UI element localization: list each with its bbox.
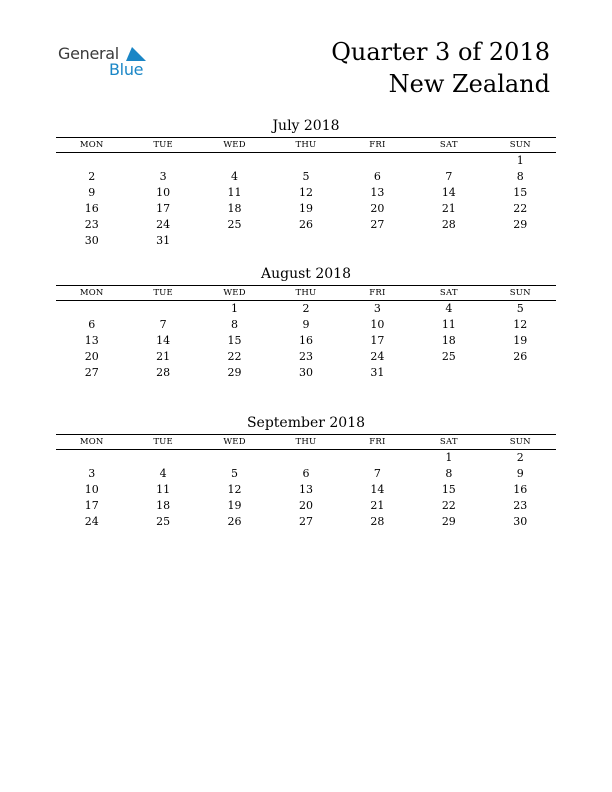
day-cell: 3 — [159, 170, 167, 183]
day-cell: 23 — [84, 218, 99, 231]
weeks — [56, 153, 556, 249]
day-cell: 27 — [298, 515, 313, 528]
weekday-fri: FRI — [369, 140, 386, 150]
day-cell: 25 — [441, 350, 456, 363]
day-cell: 11 — [441, 318, 456, 331]
day-cell: 11 — [227, 186, 242, 199]
day-cell: 1 — [516, 154, 524, 167]
day-cell: 21 — [441, 202, 456, 215]
weekday-tue: TUE — [153, 437, 173, 447]
day-cell — [270, 153, 341, 169]
day-cell: 29 — [441, 515, 456, 528]
day-cell — [199, 233, 270, 249]
day-cell: 25 — [227, 218, 242, 231]
day-cell: 19 — [227, 499, 242, 512]
day-cell: 23 — [298, 350, 313, 363]
day-cell: 12 — [298, 186, 313, 199]
weeks — [56, 450, 556, 530]
weekday-sat: SAT — [439, 437, 458, 447]
day-cell — [413, 365, 484, 381]
day-cell: 29 — [227, 366, 242, 379]
day-cell — [413, 153, 484, 169]
day-cell: 15 — [227, 334, 242, 347]
day-cell: 22 — [227, 350, 242, 363]
week-row — [56, 466, 556, 482]
day-cell: 15 — [441, 483, 456, 496]
logo-general-text: General — [58, 44, 119, 63]
day-cell: 8 — [516, 170, 524, 183]
day-cell — [485, 365, 556, 381]
day-cell — [127, 153, 198, 169]
page-title — [331, 36, 550, 100]
logo-triangle-icon — [126, 47, 146, 61]
day-cell: 7 — [159, 318, 167, 331]
month-title: July 2018 — [272, 118, 340, 134]
day-cell — [413, 233, 484, 249]
day-cell: 14 — [441, 186, 456, 199]
weekday-thu: THU — [295, 437, 317, 447]
weekday-wed: WED — [223, 437, 246, 447]
weekday-sun: SUN — [509, 437, 531, 447]
week-row — [56, 317, 556, 333]
week-row — [56, 201, 556, 217]
day-cell: 28 — [370, 515, 385, 528]
day-cell: 18 — [227, 202, 242, 215]
day-cell: 9 — [88, 186, 96, 199]
day-cell: 19 — [513, 334, 528, 347]
month-july — [56, 117, 556, 249]
weekday-fri: FRI — [369, 288, 386, 298]
day-cell — [485, 233, 556, 249]
day-cell: 15 — [513, 186, 528, 199]
weekday-sun: SUN — [509, 288, 531, 298]
day-cell — [270, 450, 341, 466]
day-cell: 27 — [370, 218, 385, 231]
day-cell: 6 — [88, 318, 96, 331]
day-cell: 2 — [88, 170, 96, 183]
day-cell: 29 — [513, 218, 528, 231]
weekday-wed: WED — [223, 140, 246, 150]
day-cell: 20 — [298, 499, 313, 512]
weekday-fri: FRI — [369, 437, 386, 447]
week-row — [56, 365, 556, 381]
week-row — [56, 169, 556, 185]
weekday-thu: THU — [295, 140, 317, 150]
day-cell: 30 — [298, 366, 313, 379]
day-cell: 20 — [84, 350, 99, 363]
day-cell: 24 — [156, 218, 171, 231]
day-cell: 16 — [513, 483, 528, 496]
weekday-mon: MON — [79, 288, 104, 298]
day-cell: 16 — [298, 334, 313, 347]
day-cell: 31 — [156, 234, 171, 247]
weekday-sat: SAT — [439, 288, 458, 298]
month-september — [56, 414, 556, 530]
day-cell: 3 — [88, 467, 96, 480]
day-cell: 3 — [373, 302, 381, 315]
day-cell: 21 — [156, 350, 171, 363]
day-cell: 4 — [159, 467, 167, 480]
week-row — [56, 153, 556, 169]
title-country: New Zealand — [388, 70, 550, 98]
weekday-sat: SAT — [439, 140, 458, 150]
day-cell: 4 — [445, 302, 453, 315]
day-cell — [270, 233, 341, 249]
weekday-thu: THU — [295, 288, 317, 298]
day-cell: 30 — [84, 234, 99, 247]
day-cell — [199, 153, 270, 169]
day-cell: 9 — [302, 318, 310, 331]
weekday-tue: TUE — [153, 140, 173, 150]
day-cell: 6 — [302, 467, 310, 480]
day-cell — [342, 153, 413, 169]
day-cell: 5 — [516, 302, 524, 315]
day-cell: 13 — [84, 334, 99, 347]
logo-blue-text: Blue — [109, 60, 144, 79]
week-row — [56, 233, 556, 249]
month-title: August 2018 — [261, 266, 351, 282]
day-cell: 25 — [156, 515, 171, 528]
week-row — [56, 349, 556, 365]
week-row — [56, 185, 556, 201]
day-cell: 27 — [84, 366, 99, 379]
weekday-sun: SUN — [509, 140, 531, 150]
day-cell: 23 — [513, 499, 528, 512]
week-row — [56, 450, 556, 466]
day-cell — [56, 450, 127, 466]
day-cell: 17 — [84, 499, 99, 512]
day-cell: 18 — [156, 499, 171, 512]
day-cell: 13 — [298, 483, 313, 496]
day-cell: 6 — [373, 170, 381, 183]
logo — [58, 44, 158, 80]
weeks — [56, 301, 556, 381]
weekday-tue: TUE — [153, 288, 173, 298]
day-cell: 19 — [298, 202, 313, 215]
title-quarter: Quarter 3 of 2018 — [331, 38, 550, 66]
weekday-mon: MON — [79, 437, 104, 447]
day-cell — [127, 301, 198, 317]
day-cell: 26 — [298, 218, 313, 231]
day-cell: 17 — [370, 334, 385, 347]
day-cell: 22 — [441, 499, 456, 512]
day-cell: 24 — [370, 350, 385, 363]
day-cell: 28 — [156, 366, 171, 379]
day-cell: 20 — [370, 202, 385, 215]
day-cell: 17 — [156, 202, 171, 215]
day-cell: 26 — [513, 350, 528, 363]
day-cell: 8 — [231, 318, 239, 331]
day-cell: 24 — [84, 515, 99, 528]
week-row — [56, 482, 556, 498]
weekday-header-row — [56, 286, 556, 300]
day-cell — [56, 153, 127, 169]
week-row — [56, 514, 556, 530]
weekday-mon: MON — [79, 140, 104, 150]
day-cell: 22 — [513, 202, 528, 215]
day-cell: 14 — [156, 334, 171, 347]
day-cell: 28 — [441, 218, 456, 231]
day-cell: 21 — [370, 499, 385, 512]
week-row — [56, 301, 556, 317]
day-cell: 1 — [231, 302, 239, 315]
day-cell: 13 — [370, 186, 385, 199]
day-cell: 7 — [445, 170, 453, 183]
day-cell: 10 — [84, 483, 99, 496]
week-row — [56, 498, 556, 514]
day-cell: 9 — [516, 467, 524, 480]
month-august — [56, 265, 556, 381]
day-cell: 2 — [516, 451, 524, 464]
week-row — [56, 333, 556, 349]
day-cell: 8 — [445, 467, 453, 480]
day-cell: 18 — [441, 334, 456, 347]
day-cell: 10 — [156, 186, 171, 199]
day-cell: 5 — [302, 170, 310, 183]
day-cell — [342, 450, 413, 466]
day-cell — [127, 450, 198, 466]
day-cell: 14 — [370, 483, 385, 496]
day-cell: 2 — [302, 302, 310, 315]
day-cell: 31 — [370, 366, 385, 379]
weekday-header-row — [56, 435, 556, 449]
day-cell: 4 — [231, 170, 239, 183]
day-cell: 7 — [373, 467, 381, 480]
day-cell — [199, 450, 270, 466]
day-cell — [342, 233, 413, 249]
day-cell: 16 — [84, 202, 99, 215]
weekday-header-row — [56, 138, 556, 152]
day-cell: 1 — [445, 451, 453, 464]
week-row — [56, 217, 556, 233]
day-cell: 26 — [227, 515, 242, 528]
day-cell: 11 — [156, 483, 171, 496]
day-cell: 10 — [370, 318, 385, 331]
day-cell — [56, 301, 127, 317]
weekday-wed: WED — [223, 288, 246, 298]
day-cell: 12 — [227, 483, 242, 496]
day-cell: 5 — [231, 467, 239, 480]
day-cell: 30 — [513, 515, 528, 528]
day-cell: 12 — [513, 318, 528, 331]
month-title: September 2018 — [246, 415, 366, 431]
